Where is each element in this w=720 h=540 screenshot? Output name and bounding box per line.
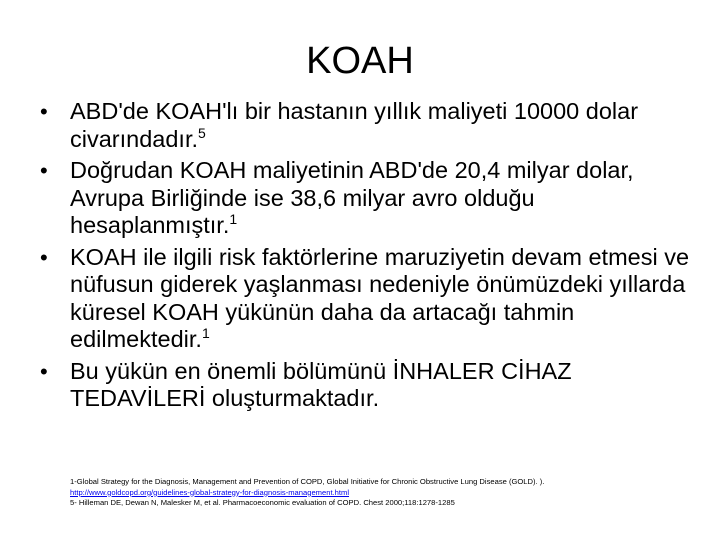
citation-marker: 5 — [198, 124, 206, 141]
bullet-icon: • — [40, 358, 48, 384]
bullet-item-3 — [40, 244, 690, 354]
reference-1-link[interactable]: http://www.goldcopd.org/guidelines-global-strategy-for-diagnosis-management.html — [70, 487, 350, 497]
bullet-text: ABD'de KOAH'lı bir hastanın yıllık maliyeti 10000 dolar civarındadır. — [70, 98, 639, 152]
bullet-list — [40, 98, 690, 417]
references — [70, 477, 690, 509]
slide-title: KOAH — [306, 40, 414, 82]
bullet-text: KOAH ile ilgili risk faktörlerine maruziyetin devam etmesi ve nüfusun giderek yaşlanması nedeniyle önümüzdeki yıllarda küresel KOAH yükünün daha da artacağı tahmin edilmektedir. — [70, 243, 690, 352]
bullet-icon: • — [40, 158, 48, 183]
bullet-icon: • — [40, 99, 48, 124]
citation-marker: 1 — [201, 325, 210, 341]
bullet-text: Bu yükün en önemli bölümünü İNHALER CİHAZ TEDAVİLERİ oluşturmaktadır. — [70, 357, 572, 411]
bullet-item-4 — [40, 358, 690, 413]
reference-1: 1-Global Strategy for the Diagnosis, Management and Prevention of COPD, Global Initiative for Chronic Obstructive Lung Disease (GOLD). ). — [70, 477, 545, 486]
reference-5: 5- Hilleman DE, Dewan N, Malesker M, et al. Pharmacoeconomic evaluation of COPD. Chest 2000;118:1278-1285 — [70, 498, 455, 507]
bullet-icon: • — [40, 244, 48, 270]
bullet-text: Doğrudan KOAH maliyetinin ABD'de 20,4 milyar dolar, Avrupa Birliğinde ise 38,6 milyar avro olduğu hesaplanmıştır. — [70, 157, 634, 238]
bullet-item-1 — [40, 98, 690, 153]
citation-marker: 1 — [229, 211, 238, 227]
bullet-item-2 — [40, 157, 690, 240]
